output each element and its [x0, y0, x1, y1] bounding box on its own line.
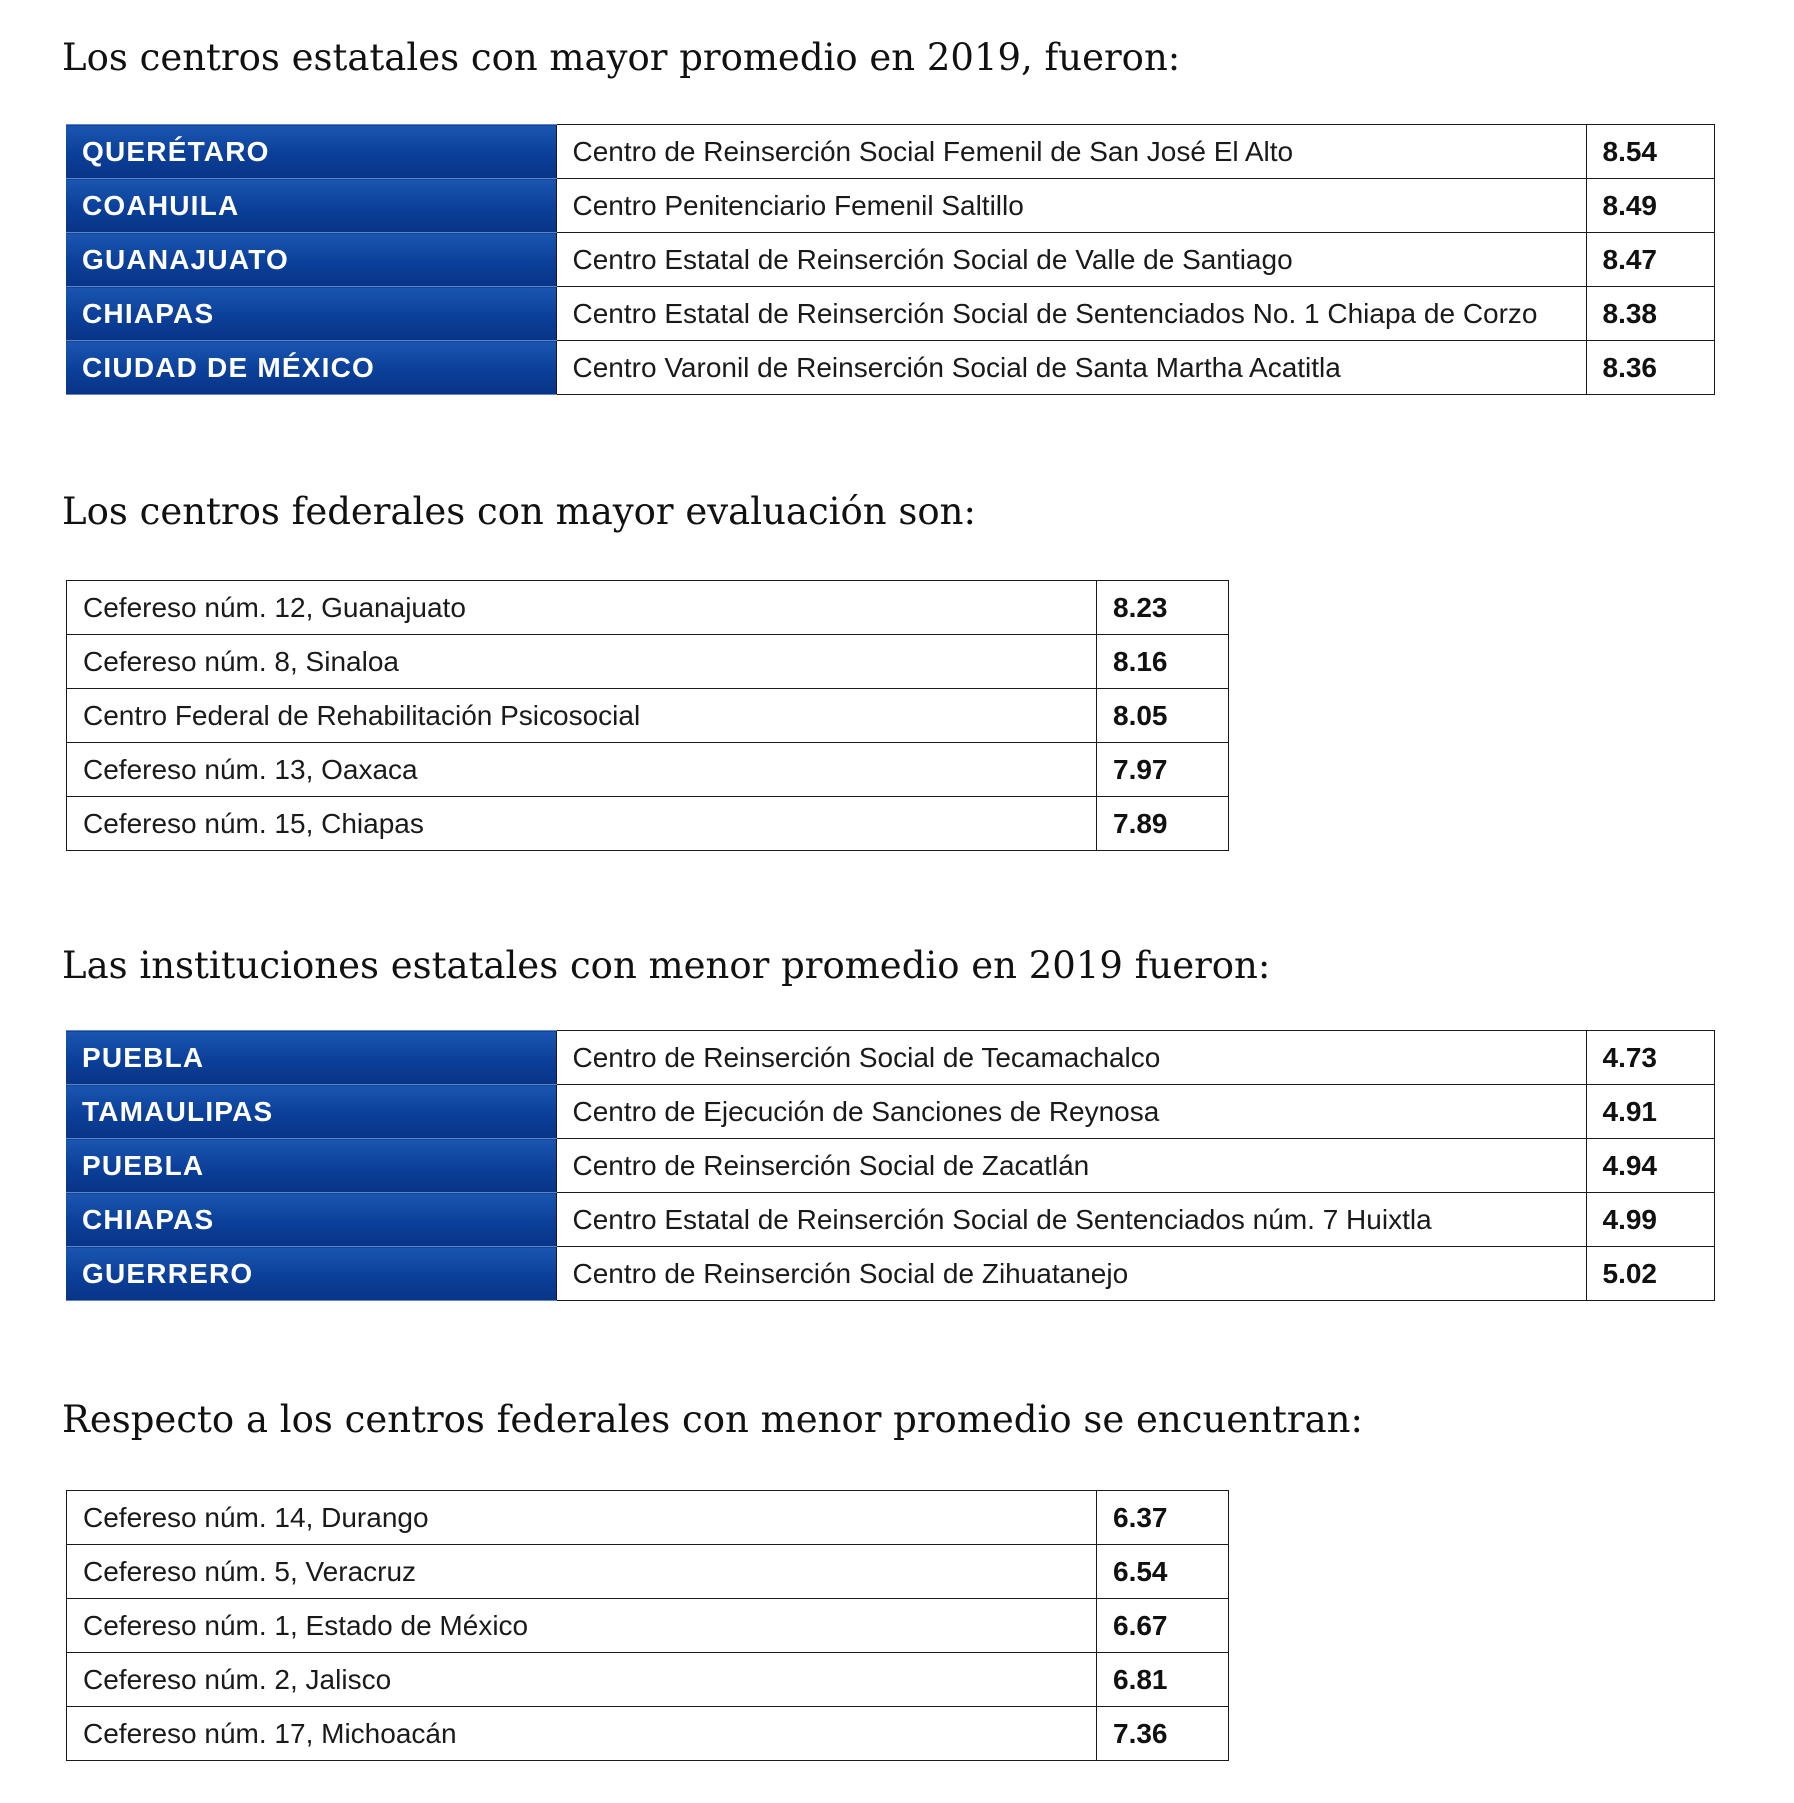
table-row: [66, 1085, 1714, 1139]
table-row: [67, 797, 1229, 851]
table-row: [66, 233, 1714, 287]
table-row: [66, 179, 1714, 233]
score-value: 4.91: [1586, 1085, 1714, 1139]
center-name: Centro de Reinserción Social Femenil de San José El Alto: [556, 125, 1586, 179]
table-row: [66, 125, 1714, 179]
table-state-highest: [66, 124, 1715, 395]
score-value: 6.37: [1097, 1491, 1229, 1545]
section-title-state-highest: Los centros estatales con mayor promedio en 2019, fueron:: [62, 36, 1181, 79]
table-row: [66, 1139, 1714, 1193]
table-row: [67, 1707, 1229, 1761]
score-value: 4.73: [1586, 1031, 1714, 1085]
score-value: 8.49: [1586, 179, 1714, 233]
center-name: Centro de Reinserción Social de Zihuatanejo: [556, 1247, 1586, 1301]
table-row: [66, 287, 1714, 341]
table-row: [66, 1193, 1714, 1247]
table-row: [67, 689, 1229, 743]
state-label: PUEBLA: [66, 1139, 556, 1193]
state-label: CIUDAD DE MÉXICO: [66, 341, 556, 395]
score-value: 8.47: [1586, 233, 1714, 287]
score-value: 8.05: [1097, 689, 1229, 743]
score-value: 8.38: [1586, 287, 1714, 341]
score-value: 4.99: [1586, 1193, 1714, 1247]
score-value: 7.89: [1097, 797, 1229, 851]
center-name: Centro Estatal de Reinserción Social de Sentenciados No. 1 Chiapa de Corzo: [556, 287, 1586, 341]
table-row: [66, 341, 1714, 395]
score-value: 6.67: [1097, 1599, 1229, 1653]
score-value: 8.36: [1586, 341, 1714, 395]
table-row: [67, 1491, 1229, 1545]
center-name: Centro de Ejecución de Sanciones de Reynosa: [556, 1085, 1586, 1139]
score-value: 4.94: [1586, 1139, 1714, 1193]
state-label: QUERÉTARO: [66, 125, 556, 179]
center-name: Centro de Reinserción Social de Tecamachalco: [556, 1031, 1586, 1085]
table-state-lowest: [66, 1030, 1715, 1301]
table-row: [67, 1599, 1229, 1653]
table-row: [66, 1247, 1714, 1301]
state-label: PUEBLA: [66, 1031, 556, 1085]
score-value: 5.02: [1586, 1247, 1714, 1301]
score-value: 8.54: [1586, 125, 1714, 179]
center-name: Cefereso núm. 17, Michoacán: [67, 1707, 1097, 1761]
center-name: Cefereso núm. 1, Estado de México: [67, 1599, 1097, 1653]
table-federal-highest: [66, 580, 1229, 851]
table-row: [67, 581, 1229, 635]
center-name: Cefereso núm. 13, Oaxaca: [67, 743, 1097, 797]
center-name: Centro Federal de Rehabilitación Psicosocial: [67, 689, 1097, 743]
center-name: Cefereso núm. 5, Veracruz: [67, 1545, 1097, 1599]
center-name: Cefereso núm. 8, Sinaloa: [67, 635, 1097, 689]
state-label: COAHUILA: [66, 179, 556, 233]
table-federal-lowest: [66, 1490, 1229, 1761]
center-name: Cefereso núm. 15, Chiapas: [67, 797, 1097, 851]
center-name: Centro Penitenciario Femenil Saltillo: [556, 179, 1586, 233]
section-title-state-lowest: Las instituciones estatales con menor promedio en 2019 fueron:: [62, 944, 1271, 987]
state-label: GUERRERO: [66, 1247, 556, 1301]
score-value: 8.23: [1097, 581, 1229, 635]
section-title-federal-highest: Los centros federales con mayor evaluación son:: [62, 490, 976, 533]
table-row: [66, 1031, 1714, 1085]
table-row: [67, 743, 1229, 797]
score-value: 8.16: [1097, 635, 1229, 689]
table-row: [67, 635, 1229, 689]
score-value: 7.36: [1097, 1707, 1229, 1761]
center-name: Cefereso núm. 12, Guanajuato: [67, 581, 1097, 635]
section-title-federal-lowest: Respecto a los centros federales con menor promedio se encuentran:: [62, 1398, 1363, 1441]
center-name: Cefereso núm. 14, Durango: [67, 1491, 1097, 1545]
score-value: 6.54: [1097, 1545, 1229, 1599]
center-name: Centro de Reinserción Social de Zacatlán: [556, 1139, 1586, 1193]
state-label: GUANAJUATO: [66, 233, 556, 287]
state-label: TAMAULIPAS: [66, 1085, 556, 1139]
table-row: [67, 1653, 1229, 1707]
center-name: Centro Estatal de Reinserción Social de Sentenciados núm. 7 Huixtla: [556, 1193, 1586, 1247]
center-name: Centro Varonil de Reinserción Social de Santa Martha Acatitla: [556, 341, 1586, 395]
table-row: [67, 1545, 1229, 1599]
score-value: 7.97: [1097, 743, 1229, 797]
state-label: CHIAPAS: [66, 1193, 556, 1247]
state-label: CHIAPAS: [66, 287, 556, 341]
center-name: Centro Estatal de Reinserción Social de Valle de Santiago: [556, 233, 1586, 287]
score-value: 6.81: [1097, 1653, 1229, 1707]
center-name: Cefereso núm. 2, Jalisco: [67, 1653, 1097, 1707]
